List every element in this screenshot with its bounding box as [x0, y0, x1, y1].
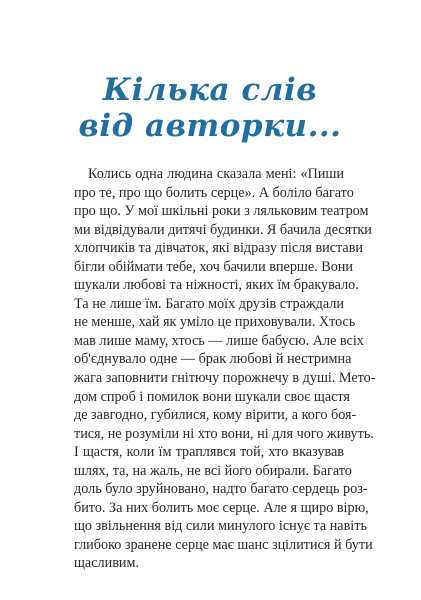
text-line: шлях, та, на жаль, не всі його обирали. Багато	[74, 462, 352, 479]
text-line: ми відвідували дитячі будинки. Я бачила десятки	[74, 221, 372, 238]
text-line: тися, не розуміли ні хто вони, ні для чого живуть.	[74, 425, 374, 442]
text-line: об'єднувало одне — брак любові й нестримна	[74, 351, 352, 368]
text-line: Та не лише їм. Багато моїх друзів страждали	[74, 295, 344, 312]
text-line: щасливим.	[74, 555, 140, 572]
text-line: про що. У мої шкільні роки з ляльковим театром	[74, 203, 369, 220]
text-line: дом спроб і помилок вони шукали своє щастя	[74, 388, 350, 405]
text-line: де завгодно, губилися, кому вірити, а кого боя-	[74, 407, 357, 424]
text-line: Колись одна людина сказала мені: «Пиши	[88, 166, 344, 182]
text-line: доль було зруйновано, надто багато сердець роз-	[74, 481, 368, 498]
text-line: І щастя, коли їм траплявся той, хто вказував	[74, 444, 344, 461]
text-line: мав лише маму, хтось — лише бабусю. Але всіх	[74, 332, 364, 349]
text-line: шукали любові та ніжності, яких їм бракувало.	[74, 277, 359, 294]
text-line: жага заповнити гнітючу порожнечу в душі. Мето-	[74, 370, 376, 387]
text-line: глибоко зранене серце має шанс зцілитися й бути	[74, 536, 373, 553]
text-line: про те, про що болить серце». А боліло багато	[74, 184, 354, 201]
page-heading	[40, 72, 380, 144]
heading-line-2: від авторки...	[78, 108, 342, 144]
text-line: бито. За них болить моє серце. Але я щиро вірю,	[74, 499, 369, 516]
body-paragraph	[74, 165, 376, 573]
text-line: не менше, хай як уміло це приховували. Хтось	[74, 314, 356, 331]
heading-line-1: Кілька слів	[102, 72, 318, 108]
text-line: що звільнення від сили минулого існує та навіть	[74, 518, 367, 535]
text-line: бігли обіймати тебе, хоч бачили вперше. Вони	[74, 258, 353, 275]
text-line: хлопчиків та дівчаток, які відразу після вистави	[74, 240, 364, 257]
